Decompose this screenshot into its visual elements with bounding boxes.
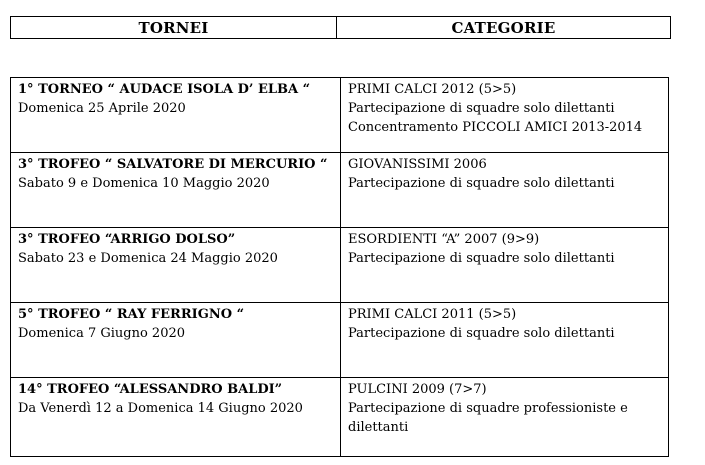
- tournament-name: 5° TROFEO “ RAY FERRIGNO “: [18, 307, 245, 322]
- tournament-date: Domenica 7 Giugno 2020: [18, 326, 186, 341]
- category-cell: [341, 378, 668, 456]
- category-detail: Concentramento PICCOLI AMICI 2013-2014: [348, 120, 643, 135]
- category-detail: Partecipazione di squadre solo dilettanti: [348, 251, 615, 266]
- category-name: GIOVANISSIMI 2006: [348, 157, 487, 172]
- table-row: [11, 378, 668, 456]
- tournament-name: 14° TROFEO “ALESSANDRO BALDI”: [18, 382, 283, 397]
- header-categorie: CATEGORIE: [451, 18, 556, 37]
- category-name: PULCINI 2009 (7>7): [348, 382, 487, 397]
- category-detail: Partecipazione di squadre professioniste e dilettanti: [348, 401, 628, 435]
- category-detail: Partecipazione di squadre solo dilettanti: [348, 326, 615, 341]
- tournament-name: 3° TROFEO “ARRIGO DOLSO”: [18, 232, 236, 247]
- tournament-date: Domenica 25 Aprile 2020: [18, 101, 186, 116]
- tournament-name: 3° TROFEO “ SALVATORE DI MERCURIO “: [18, 157, 328, 172]
- category-cell: [341, 228, 668, 302]
- category-detail: Partecipazione di squadre solo dilettanti: [348, 101, 615, 116]
- tournament-date: Sabato 23 e Domenica 24 Maggio 2020: [18, 251, 278, 266]
- category-name: PRIMI CALCI 2011 (5>5): [348, 307, 517, 322]
- tournament-cell: [11, 153, 341, 227]
- tournament-cell: [11, 228, 341, 302]
- table-row: [11, 78, 668, 153]
- table-row: [11, 228, 668, 303]
- category-cell: [341, 303, 668, 377]
- header-tornei: TORNEI: [11, 17, 337, 38]
- tournament-name: 1° TORNEO “ AUDACE ISOLA D’ ELBA “: [18, 82, 311, 97]
- category-cell: [341, 78, 668, 152]
- table-row: [11, 303, 668, 378]
- category-detail: Partecipazione di squadre solo dilettanti: [348, 176, 615, 191]
- tournament-cell: [11, 78, 341, 152]
- category-name: PRIMI CALCI 2012 (5>5): [348, 82, 517, 97]
- tournaments-table: [10, 77, 669, 457]
- table-row: [11, 153, 668, 228]
- header-table: [10, 16, 671, 39]
- tournament-cell: [11, 303, 341, 377]
- tournament-cell: [11, 378, 341, 456]
- tournament-date: Sabato 9 e Domenica 10 Maggio 2020: [18, 176, 270, 191]
- category-cell: [341, 153, 668, 227]
- tournament-date: Da Venerdì 12 a Domenica 14 Giugno 2020: [18, 401, 303, 416]
- category-name: ESORDIENTI “A” 2007 (9>9): [348, 232, 540, 247]
